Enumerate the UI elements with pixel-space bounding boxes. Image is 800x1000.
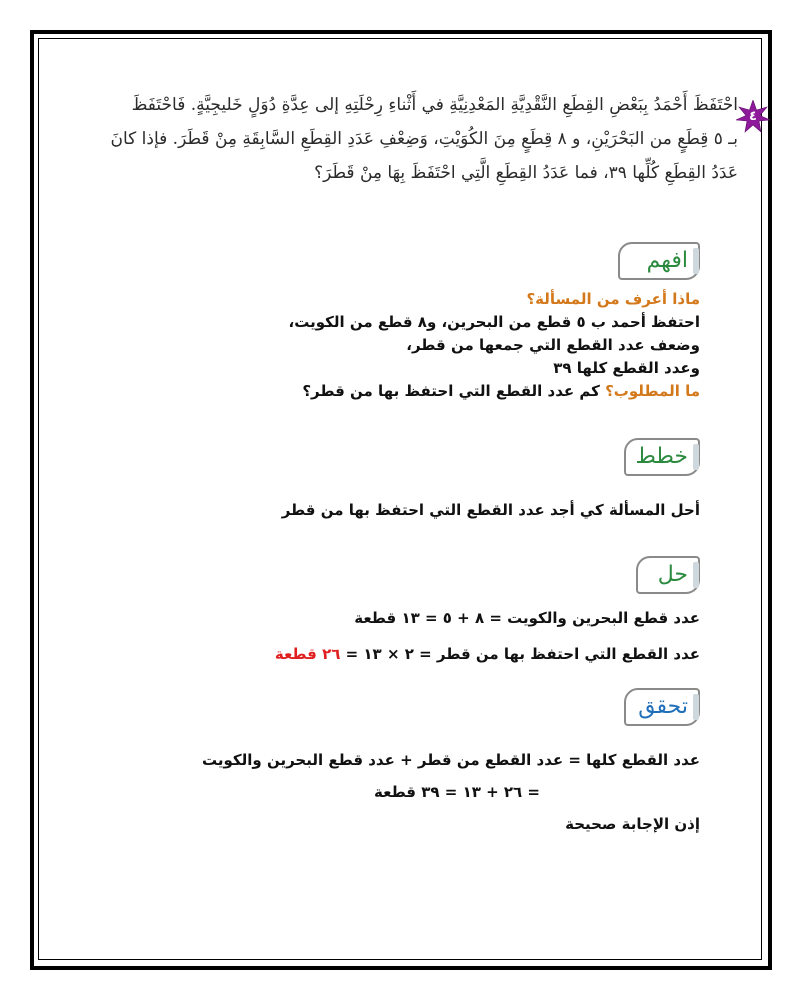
check-line-3: إذن الإجابة صحيحة [565,815,700,833]
tab-accent [693,248,699,274]
solve-answer: ٢٦ قطعة [274,645,341,663]
tab-accent [693,562,699,588]
tab-solve-label: حل [657,562,688,587]
required-label: ما المطلوب؟ [605,382,700,400]
required-text: كم عدد القطع التي احتفظ بها من قطر؟ [302,382,600,400]
understand-section [289,288,700,403]
check-section [202,744,700,840]
problem-number: ٤ [749,109,757,124]
check-line-2: = ٢٦ + ١٣ = ٣٩ قطعة [374,783,540,801]
understand-fact-3: وعدد القطع كلها ٣٩ [553,359,700,377]
solve-line-1: عدد قطع البحرين والكويت = ٨ + ٥ = ١٣ قطعة [354,609,700,627]
tab-check [624,688,700,726]
plan-text: أحل المسألة كي أجد عدد القطع التي احتفظ بها من قطر [281,501,700,519]
problem-line-2: بـ ٥ قِطَعٍ من البَحْرَيْنِ، و ٨ قِطَعٍ مِنَ الكُوَيْتِ، وَضِعْفِ عَدَدِ القِطَعِ السَّابِقَةِ مِنْ قَطَرَ. فإذا كانَ [110,129,738,149]
tab-solve [636,556,700,594]
problem-statement [98,88,738,190]
tab-plan-label: خطط [635,444,688,469]
solve-line-2-main: عدد القطع التي احتفظ بها من قطر = ٢ × ١٣ = [340,645,700,663]
understand-fact-2: وضعف عدد القطع التي جمعها من قطر، [406,336,700,354]
problem-line-3: عَدَدُ القِطَعِ كُلِّها ٣٩، فما عَدَدُ القِطَعِ الَّتِي احْتَفَظَ بِهَا مِنْ قَطَرَ؟ [314,163,738,183]
tab-accent [693,694,699,720]
tab-understand [618,242,700,280]
tab-understand-label: افهم [646,248,688,273]
tab-accent [693,444,699,470]
tab-check-label: تحقق [638,694,688,719]
tab-plan [624,438,700,476]
understand-question: ماذا أعرف من المسألة؟ [526,290,700,308]
solve-line-2 [275,636,700,672]
understand-required-line [289,380,700,403]
check-line-1: عدد القطع كلها = عدد القطع من قطر + عدد قطع البحرين والكويت [201,751,700,769]
solve-section [275,600,700,672]
plan-section [282,498,700,522]
problem-line-1: احْتَفَظَ أَحْمَدُ بِبَعْضِ القِطَعِ النَّقْدِيَّةِ المَعْدِنِيَّةِ في أَثْناءِ رِحْلَتِهِ إلى عِدَّةِ دُوَلٍ خَليجِيَّةٍ. فَاحْتَفَظَ [131,95,738,115]
understand-fact-1: احتفظ أحمد ب ٥ قطع من البحرين، و٨ قطع من الكويت، [288,313,700,331]
problem-number-badge [736,100,770,134]
